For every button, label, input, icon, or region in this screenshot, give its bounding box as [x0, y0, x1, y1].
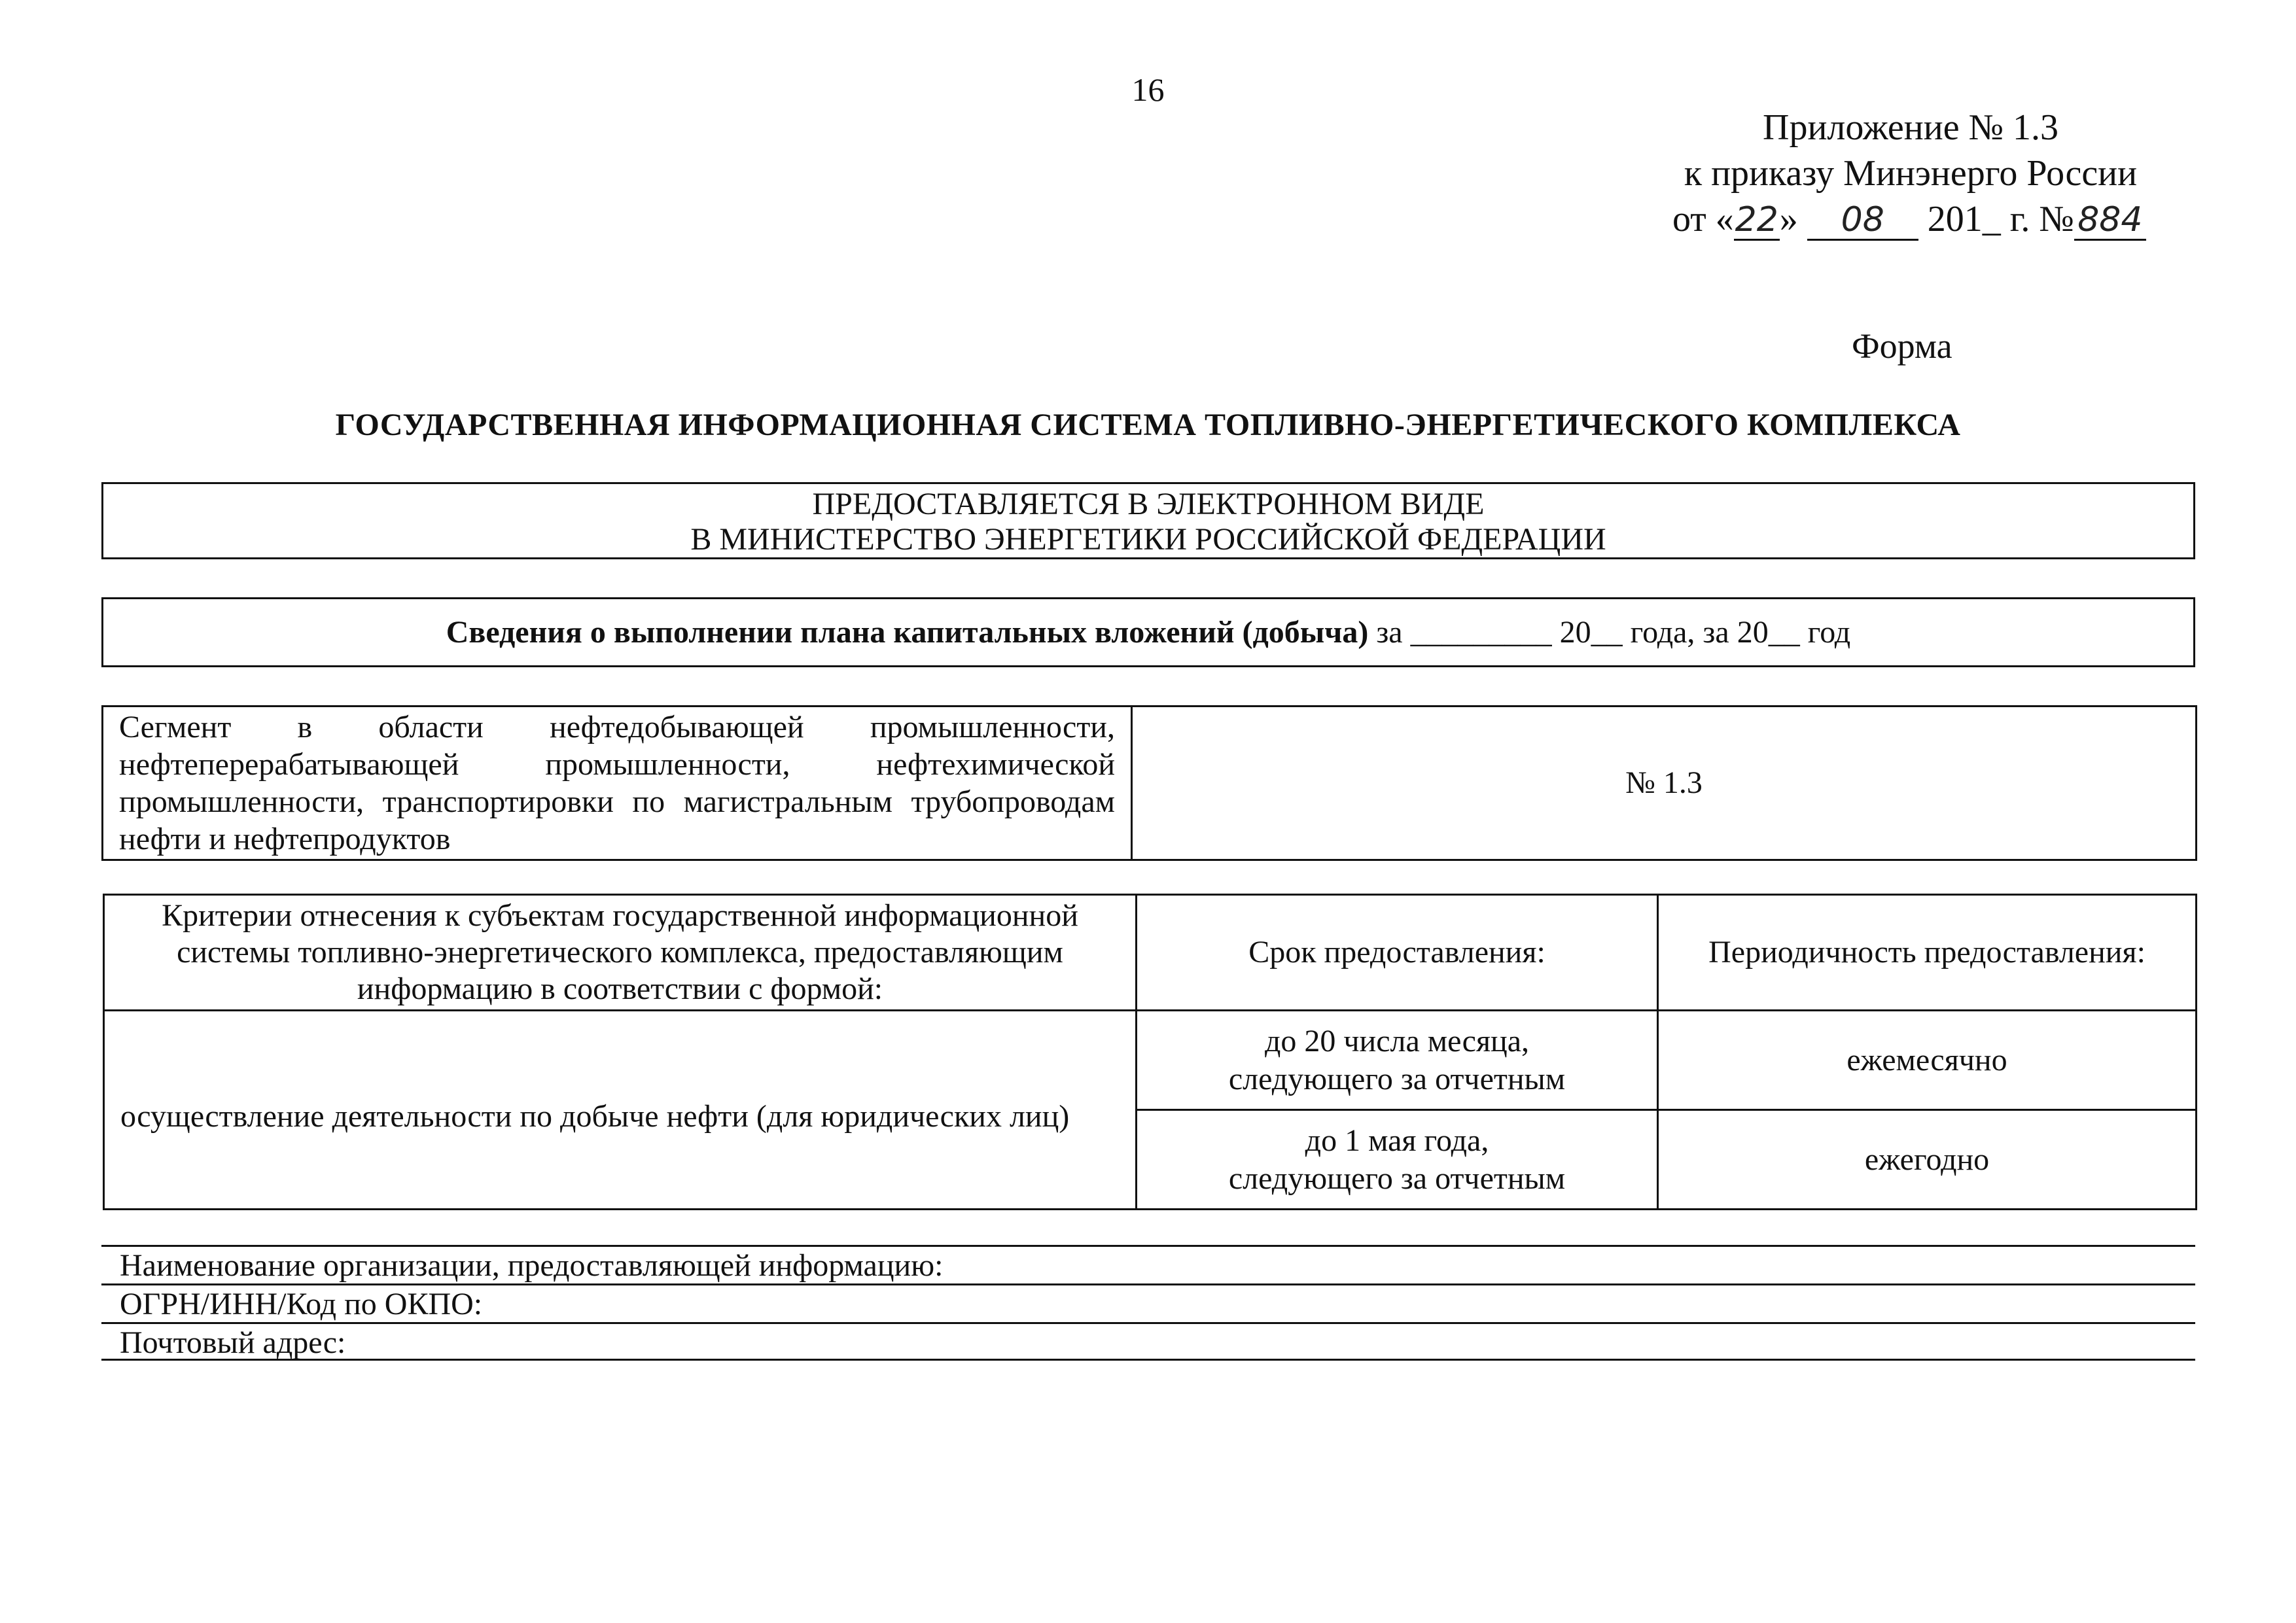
segment-description: Сегмент в области нефтедобывающей промышленности, нефтеперерабатывающей промышленности, нефтехимической промышленности, транспортировки по магистральным трубопроводам нефти и нефтепродуктов — [103, 707, 1132, 860]
order-month-handwritten: 08 — [1807, 201, 1918, 241]
segment-table — [101, 705, 2197, 861]
org-address-label: Почтовый адрес: — [120, 1325, 346, 1360]
system-title: ГОСУДАРСТВЕННАЯ ИНФОРМАЦИОННАЯ СИСТЕМА ТОПЛИВНО-ЭНЕРГЕТИЧЕСКОГО КОМПЛЕКСА — [335, 408, 1961, 442]
frequency-header: Периодичность предоставления: — [1658, 895, 2197, 1011]
submission-line-1: ПРЕДОСТАВЛЯЕТСЯ В ЭЛЕКТРОННОМ ВИДЕ — [812, 487, 1485, 521]
form-label: Форма — [1852, 326, 1952, 366]
deadline-monthly-line-1: до 20 числа месяца, — [1264, 1023, 1530, 1058]
order-day-handwritten: 22 — [1735, 200, 1778, 239]
org-ids-label: ОГРН/ИНН/Код по ОКПО: — [120, 1287, 483, 1321]
report-title: Сведения о выполнении плана капитальных вложений (добыча) — [446, 615, 1369, 650]
page-number: 16 — [1131, 71, 1165, 108]
criteria-header: Критерии отнесения к субъектам государственной информационной системы топливно-энергетического комплекса, предоставляющим информацию в соответствии с формой: — [104, 895, 1137, 1011]
org-name-label: Наименование организации, предоставляющей информацию: — [120, 1248, 944, 1283]
submission-line-2: В МИНИСТЕРСТВО ЭНЕРГЕТИКИ РОССИЙСКОЙ ФЕДЕРАЦИИ — [690, 522, 1606, 557]
criteria-table — [103, 894, 2197, 1210]
deadline-header: Срок предоставления: — [1137, 895, 1658, 1011]
org-name-field[interactable] — [101, 1245, 2195, 1283]
deadline-yearly-line-2: следующего за отчетным — [1228, 1161, 1566, 1196]
org-ids-field[interactable] — [101, 1283, 2195, 1322]
org-address-field[interactable] — [101, 1322, 2195, 1361]
frequency-yearly: ежегодно — [1658, 1110, 2197, 1210]
report-title-box — [101, 597, 2195, 667]
deadline-yearly — [1137, 1110, 1658, 1210]
frequency-monthly: ежемесячно — [1658, 1011, 2197, 1110]
deadline-monthly-line-2: следующего за отчетным — [1228, 1061, 1566, 1096]
organization-fields — [101, 1245, 2195, 1361]
submission-notice-box — [101, 482, 2195, 559]
report-period: за _________ 20__ года, за 20__ год — [1368, 615, 1851, 650]
order-number-handwritten: 884 — [2074, 201, 2146, 241]
order-date-prefix: от « — [1672, 199, 1734, 239]
activity-criterion: осуществление деятельности по добыче нефти (для юридических лиц) — [104, 1011, 1137, 1210]
order-date-quote: » — [1779, 199, 1798, 239]
appendix-reference — [1649, 105, 2172, 196]
deadline-monthly — [1137, 1011, 1658, 1110]
deadline-yearly-line-1: до 1 мая года, — [1305, 1123, 1489, 1158]
order-date-line — [1672, 196, 2146, 242]
form-code: № 1.3 — [1132, 707, 2197, 860]
appendix-order-ref: к приказу Минэнерго России — [1684, 153, 2138, 194]
order-year-text: 201_ г. № — [1927, 199, 2074, 239]
appendix-title: Приложение № 1.3 — [1763, 107, 2058, 148]
